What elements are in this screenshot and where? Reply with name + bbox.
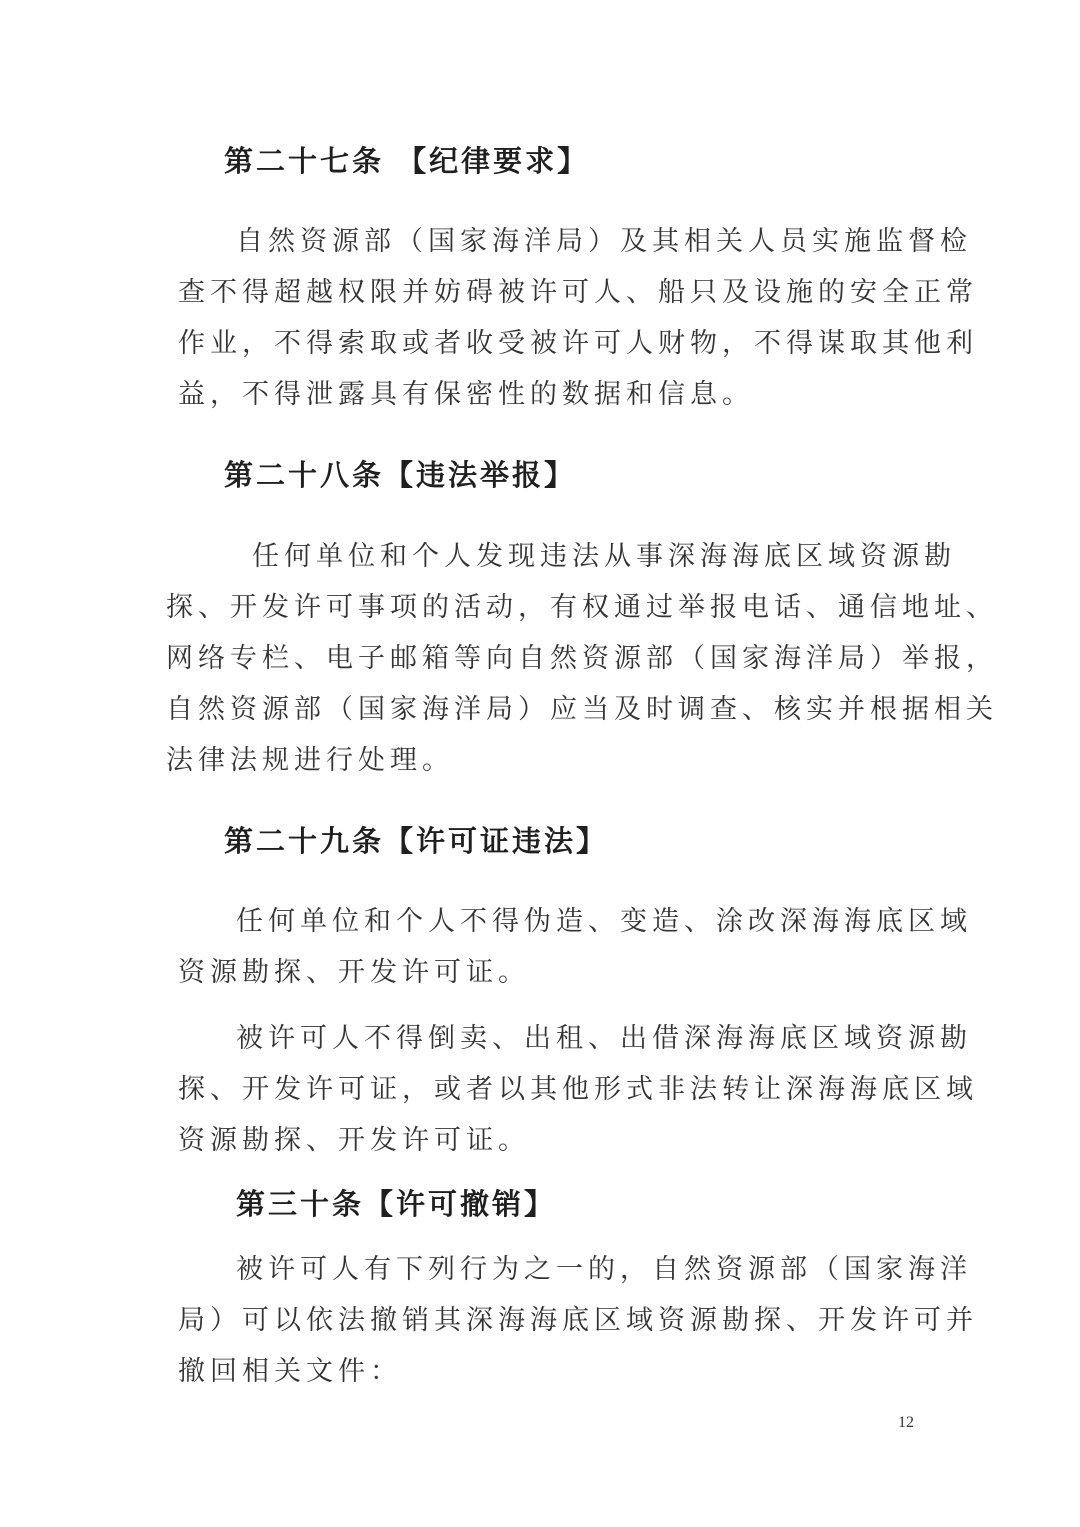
text-line: 资源勘探、开发许可证。 [178,957,530,988]
article-30-paragraph [178,1244,978,1397]
article-27-heading: 第二十七条 【纪律要求】 [224,144,590,178]
text-line: 资源勘探、开发许可证。 [178,1125,530,1156]
text-line: 任何单位和个人发现违法从事深海海底区域资源勘 [252,541,956,572]
text-line: 被许可人不得倒卖、出租、出借深海海底区域资源勘 [236,1023,972,1054]
text-line: 被许可人有下列行为之一的，自然资源部（国家海洋 [236,1254,972,1285]
page-number: 12 [898,1414,914,1431]
text-line: 任何单位和个人不得伪造、变造、涂改深海海底区域 [236,906,972,937]
article-29-heading: 第二十九条【许可证违法】 [224,824,609,858]
text-line: 益，不得泄露具有保密性的数据和信息。 [178,379,754,410]
article-29-paragraph-1 [178,896,972,998]
article-27-paragraph [178,216,978,420]
article-30-heading: 第三十条【许可撤销】 [236,1187,557,1221]
text-line: 网络专栏、电子邮箱等向自然资源部（国家海洋局）举报， [166,643,998,674]
text-line: 法律法规进行处理。 [166,745,454,776]
article-28-heading: 第二十八条【违法举报】 [224,458,577,492]
text-line: 查不得超越权限并妨碍被许可人、船只及设施的安全正常 [178,277,978,308]
article-29-paragraph-2 [178,1013,978,1166]
text-line: 探、开发许可证，或者以其他形式非法转让深海海底区域 [178,1074,978,1105]
article-28-paragraph [166,531,998,786]
text-line: 作业，不得索取或者收受被许可人财物，不得谋取其他利 [178,328,978,359]
text-line: 探、开发许可事项的活动，有权通过举报电话、通信地址、 [166,592,998,623]
text-line: 自然资源部（国家海洋局）及其相关人员实施监督检 [236,226,972,257]
text-line: 自然资源部（国家海洋局）应当及时调查、核实并根据相关 [166,694,998,725]
text-line: 局）可以依法撤销其深海海底区域资源勘探、开发许可并 [178,1305,978,1336]
text-line: 撤回相关文件： [178,1356,402,1387]
